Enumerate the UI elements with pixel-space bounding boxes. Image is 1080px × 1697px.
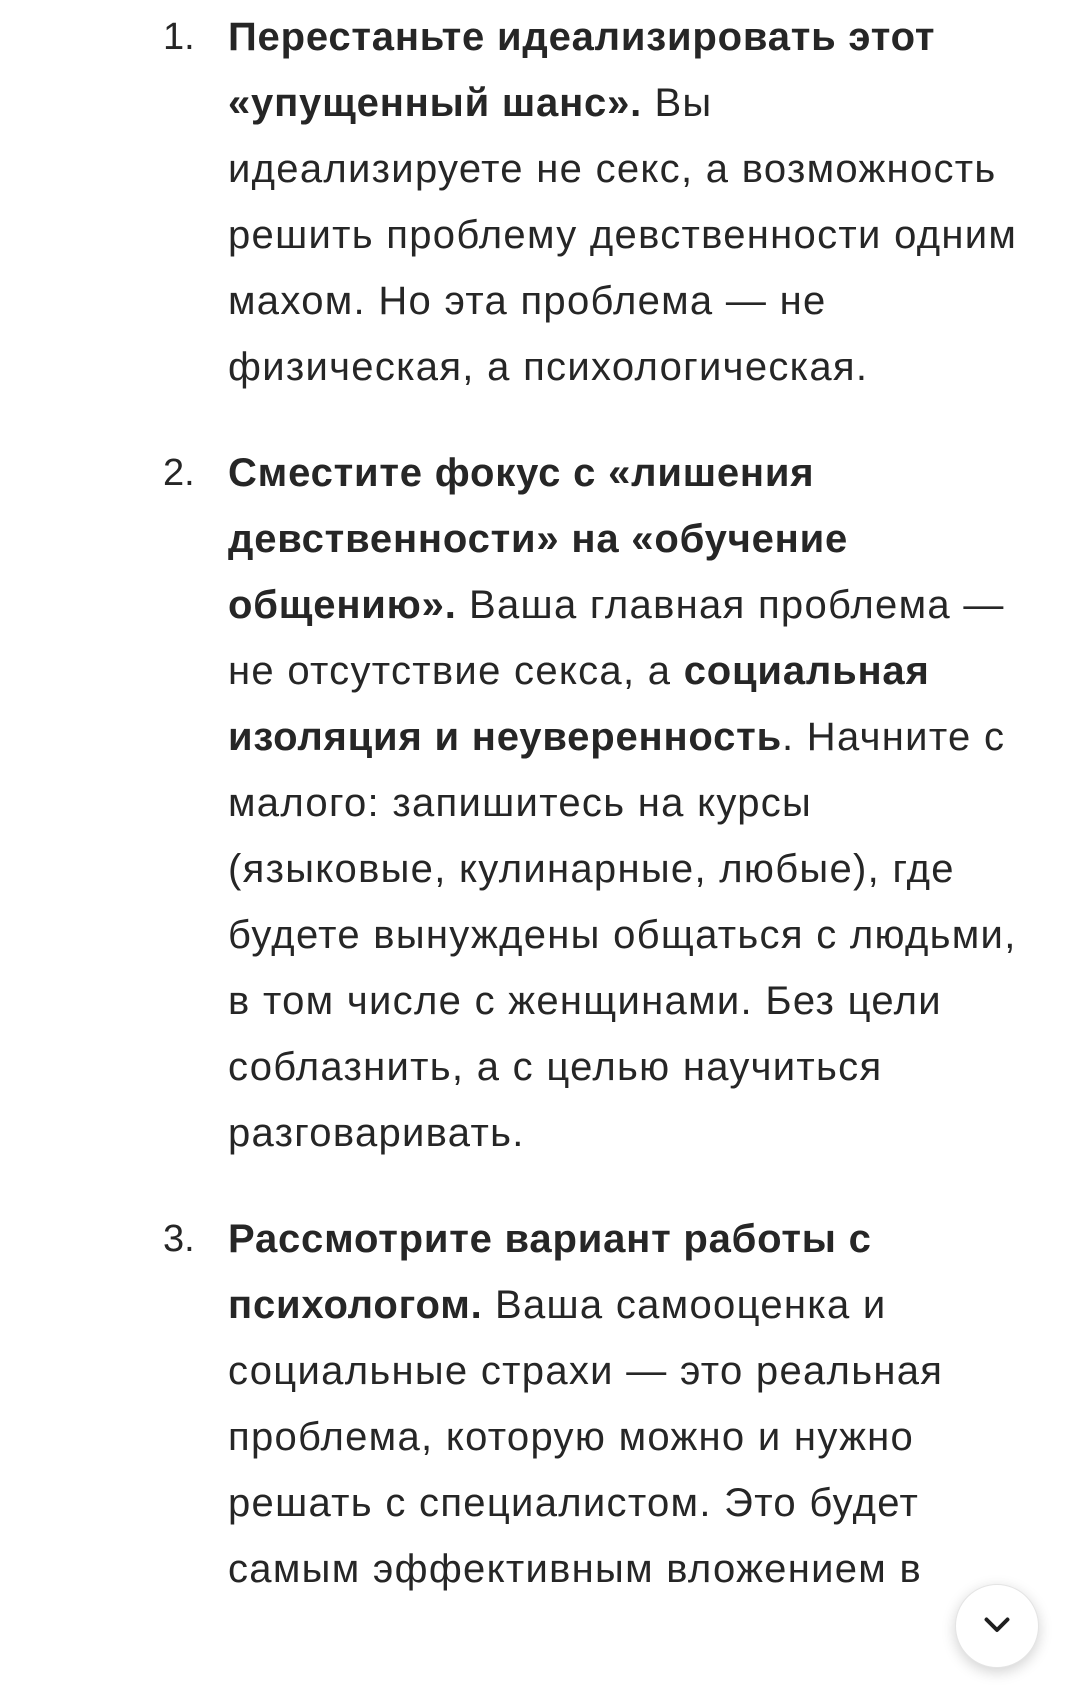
- advice-list: [0, 4, 1080, 1602]
- list-item-heading: Рассмотрите вариант работы с психологом.: [228, 1217, 872, 1327]
- list-item-text: [228, 1217, 943, 1591]
- chevron-down-icon: [979, 1606, 1015, 1647]
- list-item-number: 3.: [163, 1218, 195, 1260]
- list-item-text: [228, 451, 1017, 1155]
- list-item: [0, 1206, 1080, 1602]
- list-item-heading: Сместите фокус с «лишения девственности» на «обучение общению».: [228, 451, 849, 627]
- list-item-text: [228, 15, 1017, 389]
- list-item: [0, 440, 1080, 1166]
- list-item-number: 1.: [163, 16, 195, 58]
- list-item-body: Вы идеализируете не секс, а возможность решить проблему девственности одним махом. Но эта проблема — не физическая, а психологическая.: [228, 81, 1018, 389]
- list-item-heading: Перестаньте идеализировать этот «упущенный шанс».: [228, 15, 936, 125]
- list-item-body: . Начните с малого: запишитесь на курсы (языковые, кулинарные, любые), где будете вынуждены общаться с людьми, в том числе с женщинами. Без цели соблазнить, а с целью научиться разговаривать.: [228, 715, 1017, 1155]
- list-item-number: 2.: [163, 452, 195, 494]
- list-item-body: Ваша самооценка и социальные страхи — это реальная проблема, которую можно и нужно решать с специалистом. Это будет самым эффективным вложением в: [228, 1283, 944, 1591]
- scroll-down-button[interactable]: [955, 1584, 1039, 1668]
- list-item-emphasis: социальная изоляция и неуверенность: [228, 649, 930, 759]
- list-item-body: Ваша главная проблема — не отсутствие секса, а: [228, 583, 1005, 693]
- list-item: [0, 4, 1080, 400]
